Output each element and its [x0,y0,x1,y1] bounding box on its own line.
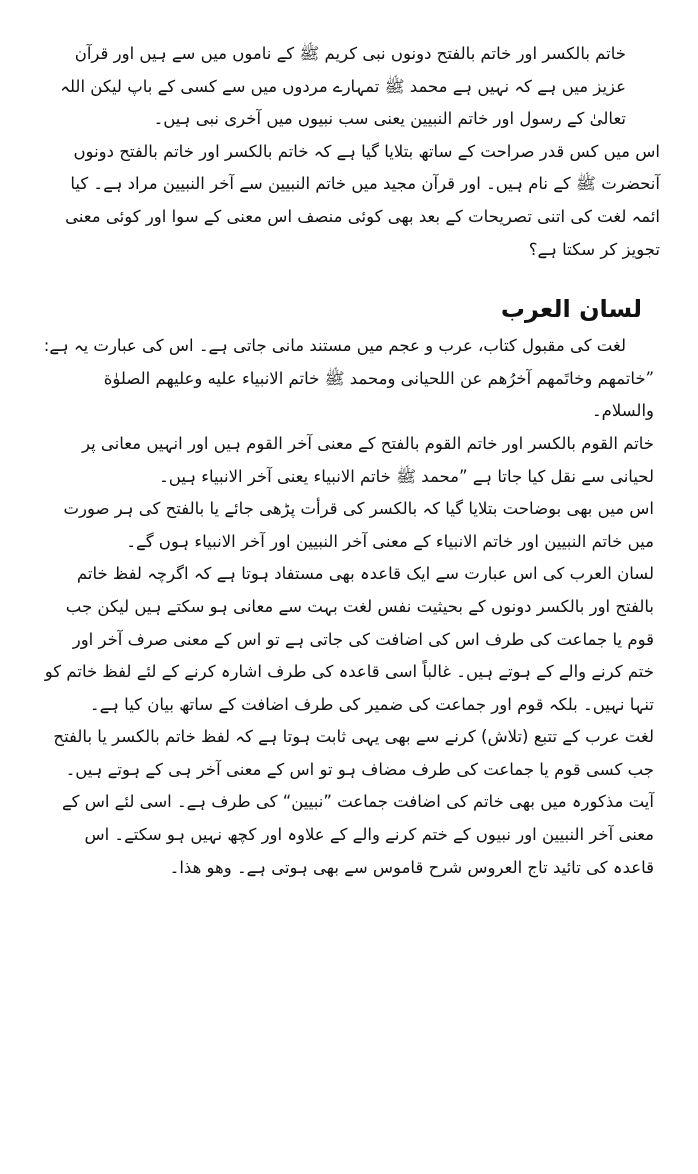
paragraph-qiraat: اس میں بھی بوضاحت بتلایا گیا کہ بالکسر کی قرأت پڑھی جائے یا بالفتح کی ہر صورت میں خاتم النبیین اور خاتم الانبیاء کے معنی آخر النبیین اور آخر الانبیاء ہوں گے۔ [63,499,654,551]
paragraph-tatabbu: لغت عرب کے تتبع (تلاش) کرنے سے بھی یہی ثابت ہوتا ہے کہ لفظ خاتم بالکسر یا بالفتح جب کسی قوم یا جماعت کی طرف مضاف ہو تو اس کے معنی آخر ہی کے ہوتے ہیں۔ آیت مذکورہ میں بھی خاتم کی اضافت جماعت ”نبیین“ کی طرف ہے۔ اسی لئے اس کے معنی آخر النبیین اور نبیوں کے ختم کرنے والے کے علاوہ اور کچھ نہیں ہو سکتے۔ اس قاعدہ کی تائید تاج العروس شرح قاموس سے بھی ہوتی ہے۔ وھو ھذا۔ [53,727,654,877]
paragraph-rule: لسان العرب کی اس عبارت سے ایک قاعدہ بھی مستفاد ہوتا ہے کہ اگرچہ لفظ خاتم بالفتح اور بالکسر دونوں کے بحیثیت نفس لغت بہت سے معانی ہو سکتے ہیں لیکن جب قوم یا جماعت کی طرف اس کی اضافت کی جاتی ہے تو اس کے معنی صرف آخر اور ختم کرنے والے کے ہوتے ہیں۔ غالباً اسی قاعدہ کی طرف اشارہ کرنے کے لئے لفظ خاتم کو تنہا نہیں۔ بلکہ قوم اور جماعت کی ضمیر کی طرف اضافت کے ساتھ بیان کیا ہے۔ [44,564,654,714]
paragraph-khatam-names: خاتم بالکسر اور خاتم بالفتح دونوں نبی کریم ﷺ کے ناموں میں سے ہیں اور قرآن عزیز میں ہے کہ نہیں ہے محمد ﷺ تمہارے مردوں میں سے کسی کے باپ لیکن اللہ تعالیٰ کے رسول اور خاتم النبیین یعنی سب نبیوں میں آخری نبی ہیں۔ [60,44,626,129]
paragraph-clarity: اس میں کس قدر صراحت کے ساتھ بتلایا گیا ہے کہ خاتم بالکسر اور خاتم بالفتح دونوں آنحضرت ﷺ کے نام ہیں۔ اور قرآن مجید میں خاتم النبیین سے آخر النبیین مراد ہے۔ کیا ائمہ لغت کی اتنی تصریحات کے بعد بھی کوئی منصف اس معنی کے سوا اور کوئی معنی تجویز کر سکتا ہے؟ [65,141,660,259]
paragraph-lisan-intro: لغت کی مقبول کتاب، عرب و عجم میں مستند مانی جاتی ہے۔ اس کی عبارت یہ ہے: [43,336,626,356]
paragraph-khatam-al-qawm: خاتم القوم بالکسر اور خاتم القوم بالفتح کے معنی آخر القوم ہیں اور انہیں معانی پر لحیانی سے نقل کیا جاتا ہے ”محمد ﷺ خاتم الانبیاء یعنی آخر الانبیاء ہیں۔ [81,433,654,486]
document-page [42,38,660,884]
arabic-quotation: ”خاتمهم وخاتَمهم آخرُهم عن اللحیانی ومحمد ﷺ خاتم الانبیاء علیه وعلیهم الصلوٰة والسلام۔ [103,368,654,421]
section-heading-lisan-al-arab: لسان العرب [500,295,642,324]
